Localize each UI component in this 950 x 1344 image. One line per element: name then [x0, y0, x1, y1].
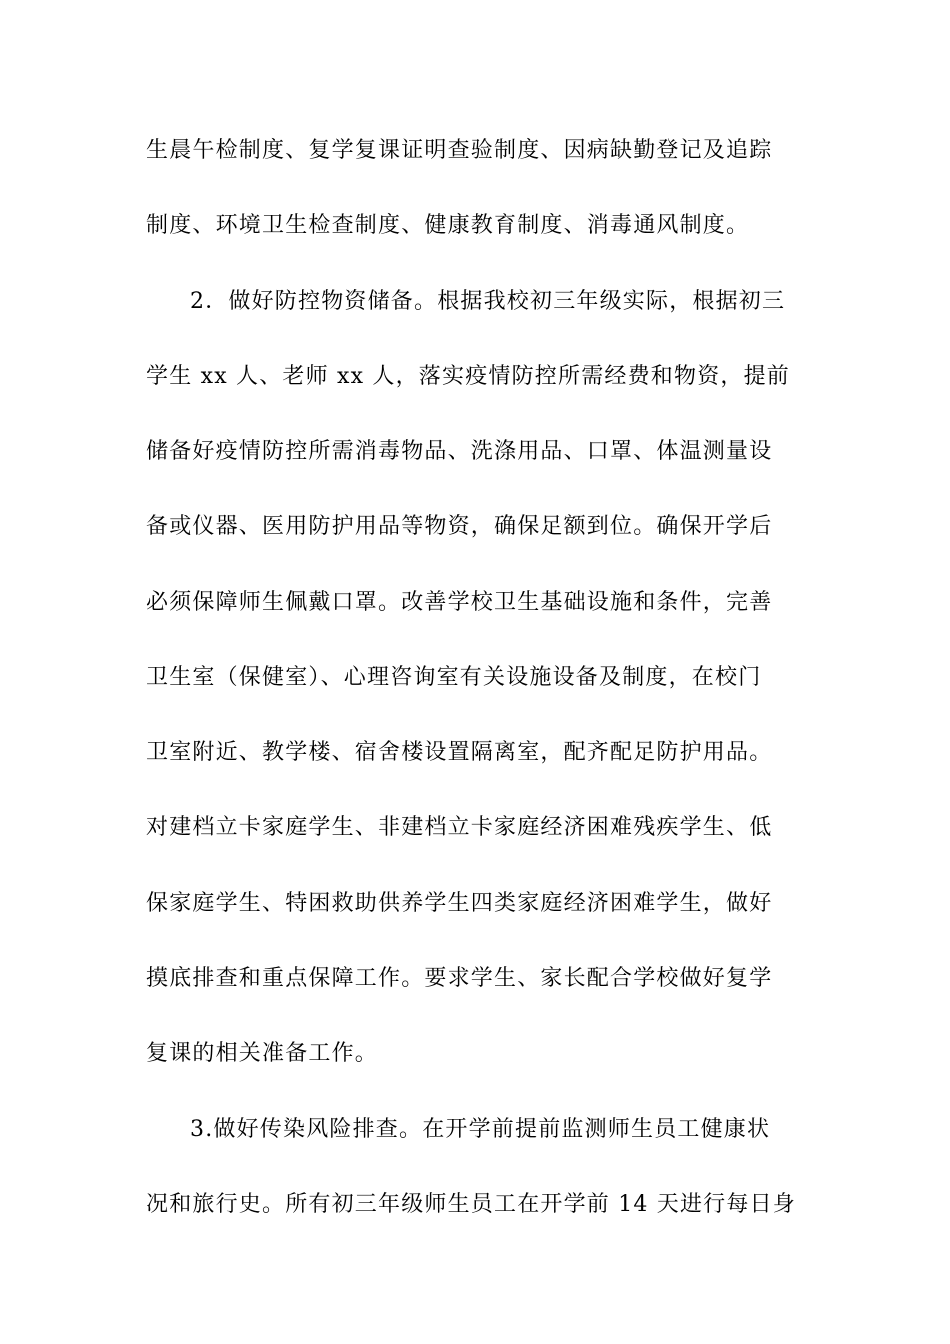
text-line: 储备好疫情防控所需消毒物品、洗涤用品、口罩、体温测量设 [146, 439, 773, 464]
text-line: 生晨午检制度、复学复课证明查验制度、因病缺勤登记及追踪 [146, 138, 773, 163]
text-line: 卫生室（保健室）、心理咨询室有关设施设备及制度，在校门 [146, 665, 762, 690]
text-line: 对建档立卡家庭学生、非建档立卡家庭经济困难残疾学生、低 [146, 815, 773, 840]
paragraph-start-line: 3.做好传染风险排查。在开学前提前监测师生员工健康状 [190, 1117, 771, 1142]
text-line: 学生 xx 人、老师 xx 人，落实疫情防控所需经费和物资，提前 [146, 364, 791, 389]
text-line: 保家庭学生、特困救助供养学生四类家庭经济困难学生，做好 [146, 891, 773, 916]
text-line: 卫室附近、教学楼、宿舍楼设置隔离室，配齐配足防护用品。 [146, 740, 773, 765]
text-line: 备或仪器、医用防护用品等物资，确保足额到位。确保开学后 [146, 514, 773, 539]
text-line: 复课的相关准备工作。 [146, 1041, 379, 1066]
paragraph-start-line: 2．做好防控物资储备。根据我校初三年级实际，根据初三 [190, 289, 786, 314]
text-line: 况和旅行史。所有初三年级师生员工在开学前 14 天进行每日身 [146, 1192, 796, 1217]
text-line: 制度、环境卫生检查制度、健康教育制度、消毒通风制度。 [146, 213, 750, 238]
text-line: 摸底排查和重点保障工作。要求学生、家长配合学校做好复学 [146, 966, 773, 991]
text-line: 必须保障师生佩戴口罩。改善学校卫生基础设施和条件，完善 [146, 590, 773, 615]
